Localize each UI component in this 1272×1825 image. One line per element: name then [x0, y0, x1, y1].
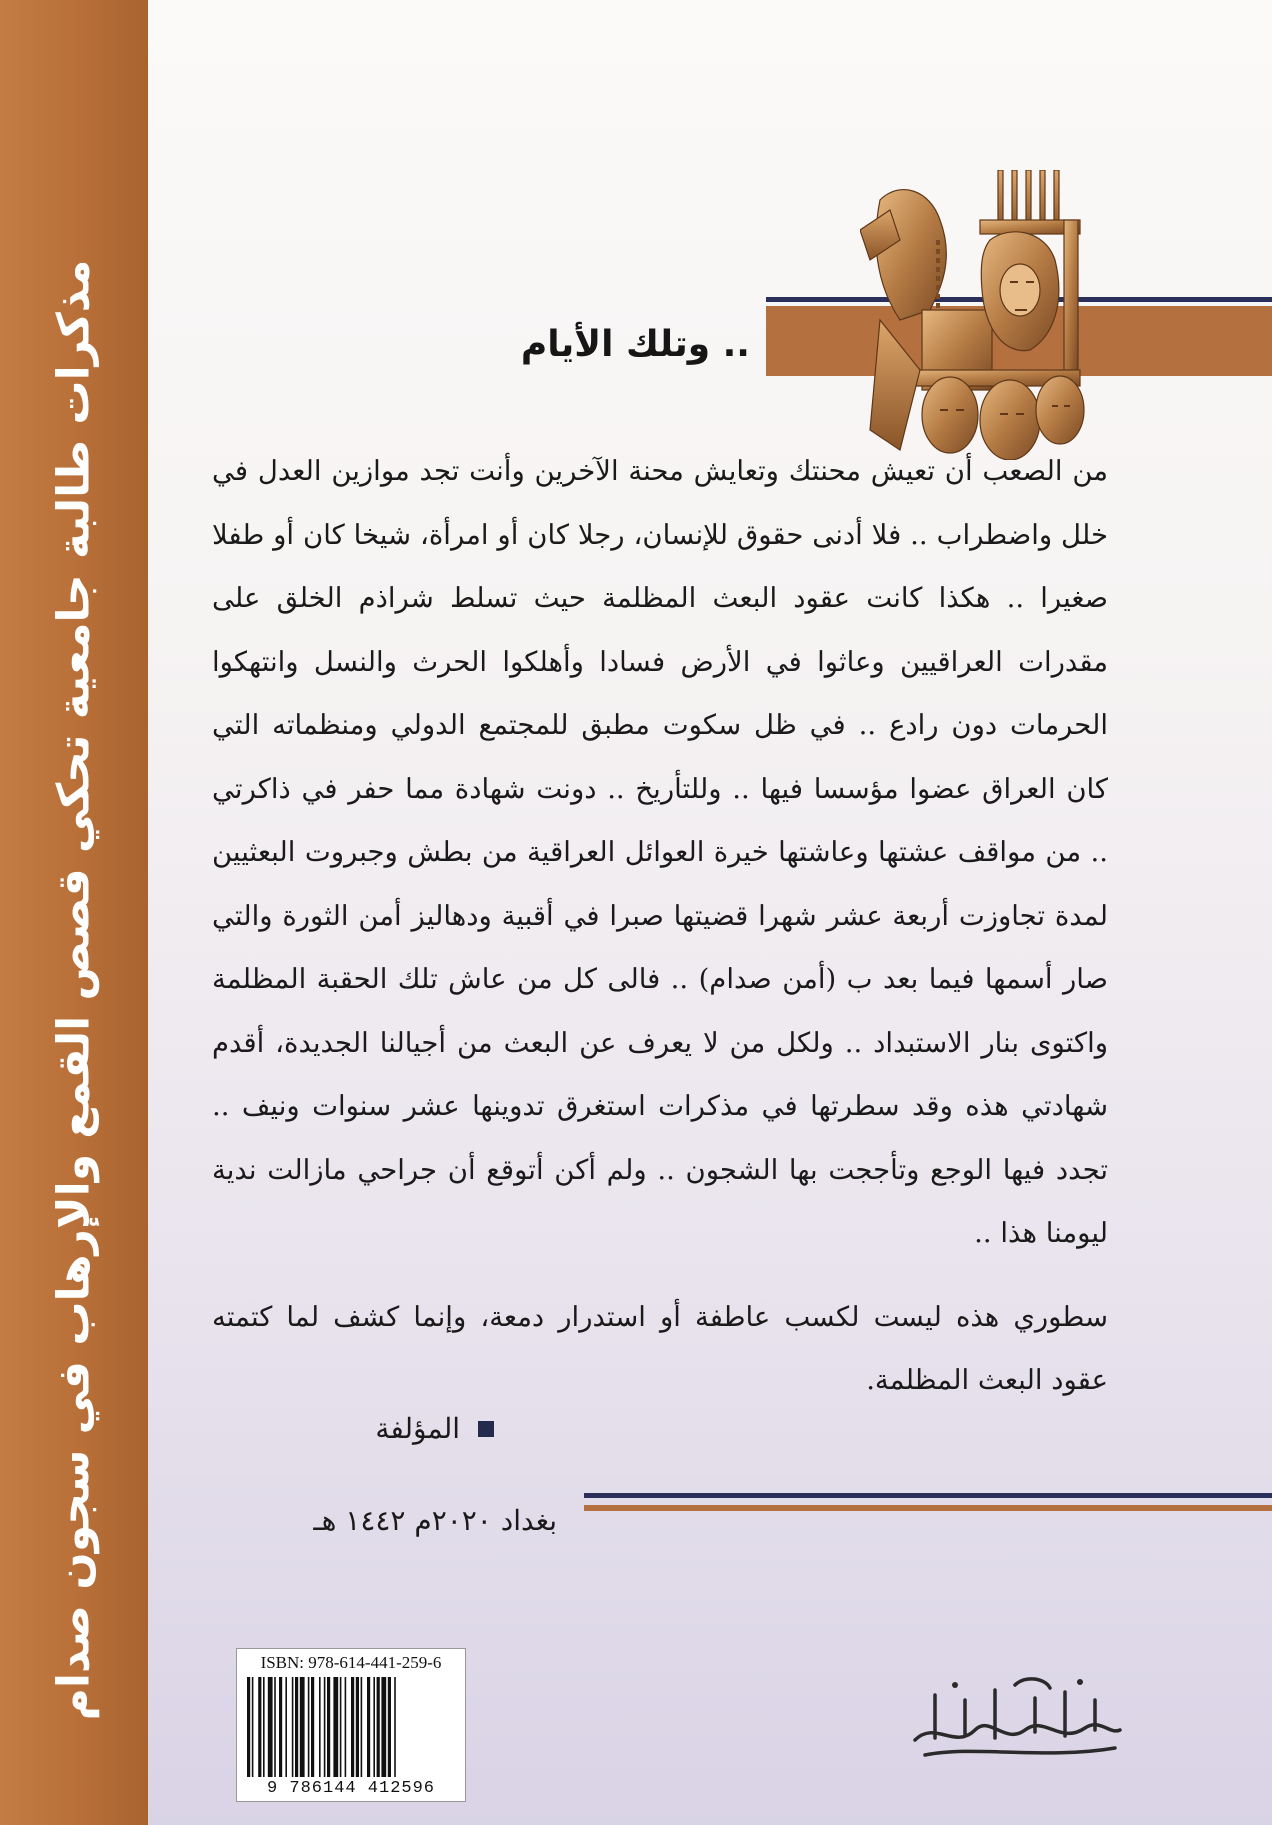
blurb-paragraph-1: من الصعب أن تعيش محنتك وتعايش محنة الآخرين وأنت تجد موازين العدل في خلل واضطراب .. فلا أدنى حقوق للإنسان، رجلا كان أو امرأة، شيخا كان أو طفلا صغيرا .. هكذا كانت عقود البعث المظلمة حيث تسلط شراذم الخلق على مقدرات العراقيين وعاثوا في الأرض فسادا وأهلكوا الحرث والنسل وانتهكوا الحرمات دون رادع .. في ظل سكوت مطبق للمجتمع الدولي ومنظماته التي كان العراق عضوا مؤسسا فيها .. وللتأريخ .. دونت شهادة مما حفر في ذاكرتي .. من مواقف عشتها وعاشتها خيرة العوائل العراقية من بطش وجبروت البعثيين لمدة تجاوزت أربعة عشر شهرا قضيتها صبرا في أقبية ودهاليز أمن الثورة والتي صار أسمها فيما بعد ب (أمن صدام) .. فالى كل من عاش تلك الحقبة المظلمة واكتوى بنار الاستبداد .. ولكل من لا يعرف عن البعث من أجيالنا الجديدة، أقدم شهادتي هذه وقد سطرتها في مذكرات استغرق تدوينها عشر سنوات ونيف .. تجدد فيها الوجع وتأججت بها الشجون .. ولم أكن أتوقع أن جراحي مازالت ندية ليومنا هذا .. [212, 455, 1108, 1249]
isbn-barcode [236, 1648, 466, 1802]
bottom-navy-stripe [584, 1493, 1272, 1498]
place-date-line: بغداد ٢٠٢٠م ١٤٤٢ هـ [313, 1504, 557, 1537]
spine-title: مذكرات طالبة جامعية تحكي قصص القمع والإرهاب في سجون صدام [48, 259, 100, 1721]
blurb-paragraph-2: سطوري هذه ليست لكسب عاطفة أو استدرار دمعة، وإنما كشف لما كتمته عقود البعث المظلمة. [212, 1300, 1108, 1396]
barcode-icon [245, 1677, 457, 1777]
bottom-brown-stripe [584, 1505, 1272, 1511]
barcode-number: 9 786144 412596 [266, 1779, 436, 1798]
book-spine [0, 0, 148, 1825]
section-title: .. وتلك الأيام [520, 324, 750, 365]
square-bullet-icon [478, 1421, 494, 1437]
author-signature [375, 1412, 494, 1445]
isbn-label: ISBN: 978-614-441-259-6 [260, 1653, 442, 1672]
author-label: المؤلفة [375, 1412, 460, 1445]
back-cover-blurb [212, 440, 1108, 1413]
publisher-logo [895, 1660, 1135, 1770]
bronze-sculpture-image [860, 170, 1090, 460]
